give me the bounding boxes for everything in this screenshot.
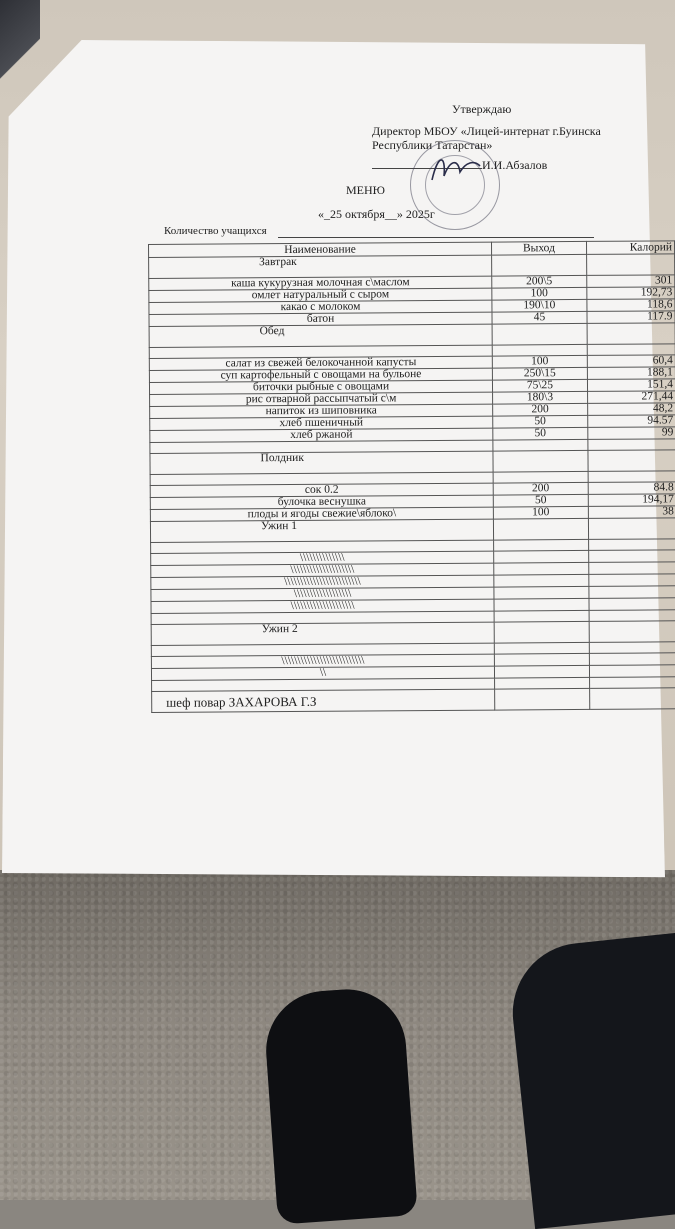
chef-signature: шеф повар ЗАХАРОВА Г.З — [152, 689, 495, 712]
signer-name: И.И.Абзалов — [482, 158, 548, 172]
column-header-name: Наименование — [149, 242, 492, 257]
table-row: \\\\\\\\\\\\\\ — [151, 550, 675, 566]
table-row: \\\\\\\\\\\\\\\\\\\\ — [151, 598, 675, 614]
director-line-1: Директор МБОУ «Лицей-интернат г.Буинска — [372, 124, 601, 138]
table-row: \\\\\\\\\\\\\\\\\\\\ — [151, 562, 675, 578]
table-row: рис отварной рассыпчатый с\м 180\3 271,44 — [150, 391, 675, 407]
table-row: \\\\\\\\\\\\\\\\\\\\\\\\\\ — [151, 653, 675, 669]
leg — [506, 931, 675, 1229]
table-row: омлет натуральный с сыром 100 192,73 — [149, 287, 675, 303]
table-row: хлеб пшеничный 50 94.57 — [150, 415, 675, 431]
director-line-2: Республики Татарстан» — [372, 138, 493, 152]
table-row: какао с молоком 190\10 118,6 — [149, 299, 675, 315]
table-row: \\\\\\\\\\\\\\\\\\\\\\\\ — [151, 574, 675, 590]
section-title: Обед — [149, 324, 492, 347]
section-title: Ужин 2 — [151, 622, 494, 645]
table-row: суп картофельный с овощами на бульоне 250\15 188,1 — [149, 367, 675, 383]
column-header-yield: Выход — [492, 241, 587, 255]
table-row: хлеб ржаной 50 99 — [150, 427, 675, 443]
chef-row — [152, 688, 675, 713]
table-row: булочка веснушка 50 194,17 — [150, 494, 675, 510]
column-header-kcal: Калорий — [586, 241, 674, 255]
menu-table — [148, 240, 675, 713]
table-row: плоды и ягоды свежие\яблоко\ 100 38 — [150, 506, 675, 522]
section-title: Полдник — [150, 451, 493, 474]
table-row: салат из свежей белокочанной капусты 100 60,4 — [149, 355, 675, 371]
menu-date: «_25 октября__» 2025г — [318, 207, 435, 221]
section-title: Завтрак — [149, 255, 492, 278]
approval-label: Утверждаю — [452, 102, 512, 116]
students-count-line — [278, 236, 594, 238]
table-row: напиток из шиповника 200 48,2 — [150, 403, 675, 419]
handwritten-signature — [424, 150, 484, 190]
menu-title: МЕНЮ — [346, 183, 385, 197]
table-row: \\ — [151, 665, 675, 681]
table-row: каша кукурузная молочная с\маслом 200\5 301 — [149, 275, 675, 291]
section-title: Ужин 1 — [150, 519, 493, 542]
table-row: сок 0.2 200 84.8 — [150, 482, 675, 498]
table-row: батон 45 117.9 — [149, 311, 675, 327]
table-row: биточки рыбные с овощами 75\25 151,4 — [149, 379, 675, 395]
shoe — [262, 985, 418, 1224]
students-count-label: Количество учащихся — [164, 225, 267, 237]
table-row: \\\\\\\\\\\\\\\\\\ — [151, 586, 675, 602]
